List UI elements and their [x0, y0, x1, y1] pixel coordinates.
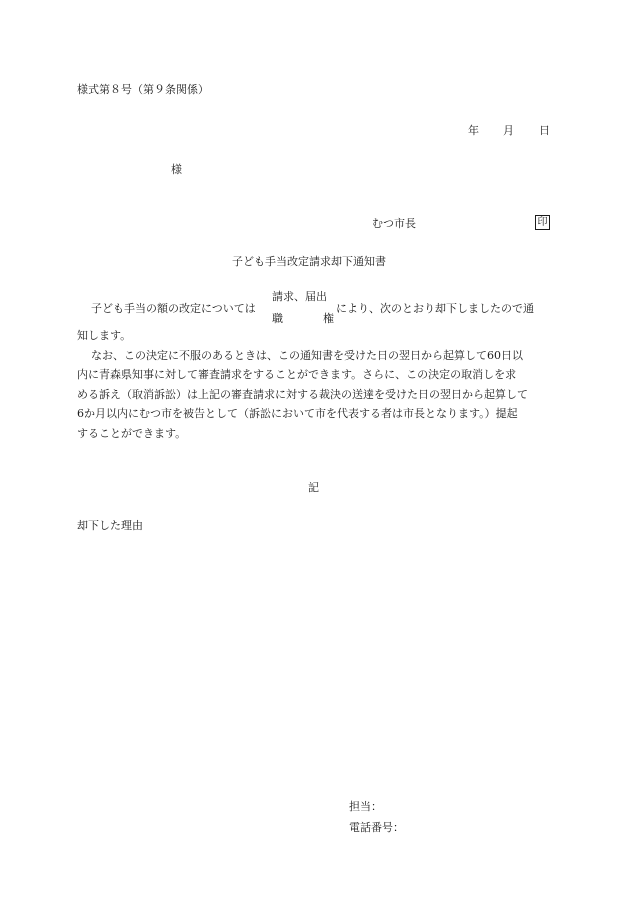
reason-label: 却下した理由	[77, 519, 143, 532]
mayor-name: むつ市長	[372, 217, 416, 230]
body-line-6: 6か月以内にむつ市を被告として（訴訟において市を代表する者は市長となります。）提起	[77, 407, 518, 420]
body-line-5: める訴え（取消訴訟）は上記の審査請求に対する裁決の送達を受けた日の翌日から起算して	[77, 388, 528, 401]
body-line-7: することができます。	[77, 427, 187, 440]
date-month: 月	[503, 124, 514, 137]
stack-top: 請求、届出	[272, 290, 327, 303]
form-number: 様式第８号（第９条関係）	[77, 83, 209, 96]
stack-bottom-right: 権	[323, 312, 334, 325]
body-line-2: 知します。	[77, 329, 132, 342]
stack-bottom-left: 職	[272, 312, 283, 325]
body-line-1-suffix: により、次のとおり却下しましたので通	[336, 302, 534, 315]
date-day-wrap	[539, 125, 550, 136]
date-day: 日	[539, 124, 550, 137]
date-month-wrap	[503, 125, 514, 136]
recipient-suffix: 様	[171, 163, 182, 176]
date-year: 年	[468, 124, 479, 137]
ki-heading: 記	[308, 481, 319, 494]
contact-phone: 電話番号：	[349, 821, 404, 834]
body-line-3: なお、この決定に不服のあるときは、この通知書を受けた日の翌日から起算して60日以	[91, 349, 523, 362]
stack-bottom	[272, 313, 334, 324]
contact-person: 担当：	[349, 800, 382, 813]
body-line-1-prefix: 子ども手当の額の改定については	[91, 302, 256, 315]
seal-mark: 印	[535, 215, 550, 230]
document-title: 子ども手当改定請求却下通知書	[232, 255, 386, 268]
date-line	[468, 125, 479, 136]
body-line-4: 内に青森県知事に対して審査請求をすることができます。さらに、この決定の取消しを求	[77, 368, 517, 381]
